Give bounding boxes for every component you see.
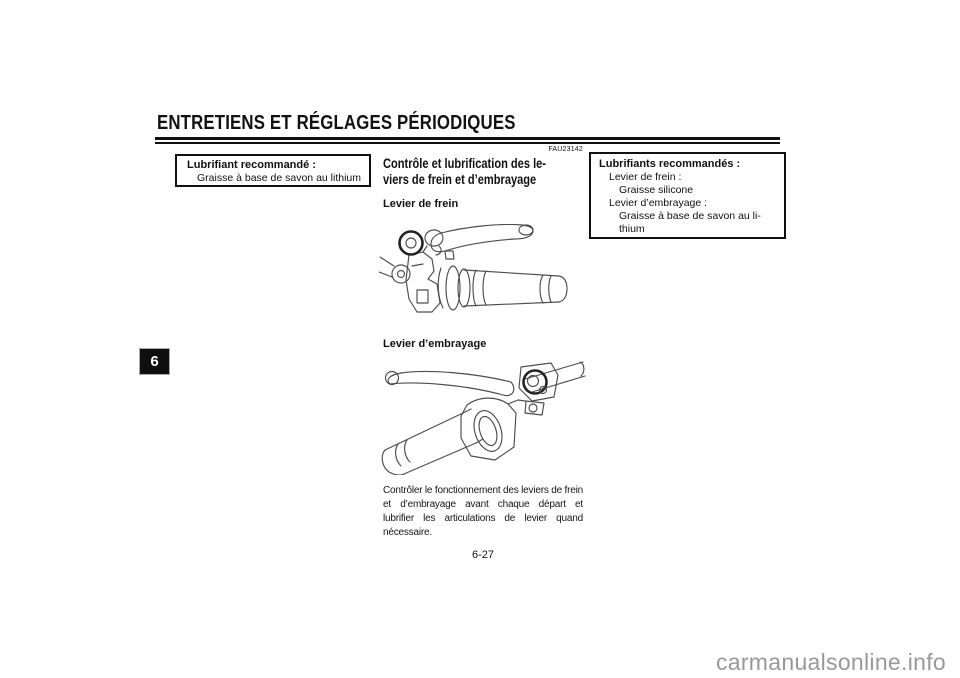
recommended-lubricant-box bbox=[175, 154, 371, 187]
right-box-line: Graisse silicone bbox=[619, 184, 694, 196]
article-column bbox=[383, 146, 583, 550]
page-title: ENTRETIENS ET RÉGLAGES PÉRIODIQUES bbox=[157, 112, 516, 134]
right-box-title: Lubrifiants recommandés : bbox=[599, 158, 741, 170]
article-heading-line1: Contrôle et lubrification des le- bbox=[383, 156, 547, 171]
right-box-line: Levier de frein : bbox=[609, 171, 682, 183]
article-body: Contrôler le fonctionnement des leviers de frein et d’embrayage avant chaque départ et lubrifier les articulations de levier quand nécessaire. bbox=[383, 485, 583, 538]
left-box-value: Graisse à base de savon au lithium bbox=[197, 172, 362, 184]
right-box-line: Levier d’embrayage : bbox=[609, 197, 708, 209]
reference-code: FAU23142 bbox=[548, 146, 583, 153]
clutch-lever-label: Levier d’embrayage bbox=[383, 338, 487, 350]
left-box-title: Lubrifiant recommandé : bbox=[187, 159, 316, 171]
section-tab: 6 bbox=[139, 348, 170, 375]
brake-lever-label: Levier de frein bbox=[383, 198, 459, 210]
watermark: carmanualsonline.info bbox=[715, 649, 946, 675]
header-rule bbox=[155, 137, 780, 144]
article-heading-line2: viers de frein et d’embrayage bbox=[383, 171, 537, 187]
clutch-lever-illustration bbox=[375, 355, 587, 475]
recommended-lubricants-box bbox=[589, 152, 786, 239]
right-box-line: Graisse à base de savon au li- bbox=[619, 210, 761, 222]
article-heading bbox=[383, 156, 547, 187]
page-number: 6-27 bbox=[471, 549, 495, 561]
right-box-line: thium bbox=[619, 223, 645, 235]
brake-lever-illustration bbox=[379, 224, 581, 336]
